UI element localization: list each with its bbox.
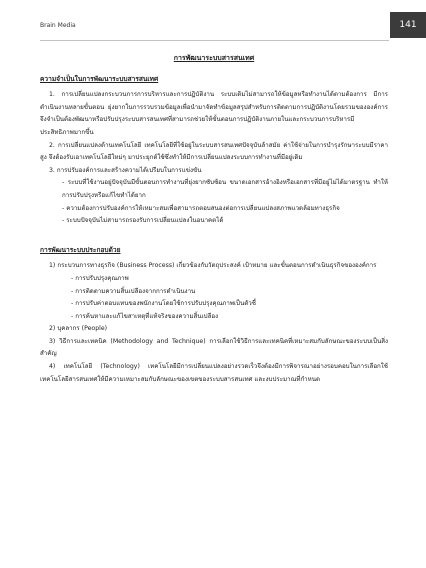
page-header <box>0 0 426 48</box>
page-number-badge <box>390 12 426 38</box>
brand-name: Brain Media <box>40 22 76 29</box>
page-number: 141 <box>399 20 417 30</box>
bullet-item-1: - ระบบที่ใช้งานอยู่ปัจจุบันมีขั้นตอนการทำงานที่ยุ่งยากซับซ้อน ขนาดเอกสารอ้างอิงหรือเอกสารที่มีอยู่ไม่ได้มาตรฐาน ทำให้การปรับปรุงหรือแก้ไขทำได้ยาก <box>62 179 388 199</box>
component-item-2: 2) บุคลากร (People) <box>49 325 108 333</box>
page-title: การพัฒนาระบบสารสนเทศ <box>173 54 255 62</box>
header-divider <box>40 40 389 41</box>
component-sub-1: - การปรับปรุงคุณภาพ <box>71 274 129 282</box>
paragraph-item-3: 3. การปรับองค์การและสร้างความได้เปรียบในการแข่งขัน <box>49 166 202 174</box>
paragraph-item-2: 2. การเปลี่ยนแปลงด้านเทคโนโลยี เทคโนโลยีที่ใช้อยู่ในระบบสารสนเทศปัจจุบันล้าสมัย ค่าใช้จ่ายในการบำรุงรักษาระบบมีราคาสูง จึงต้องรับเอาเทคโนโลยีใหม่ๆ มาประยุกต์ใช้ซึ่งทำให้มีการเปลี่ยนแปลงระบบการทำงานที่มีอยู่เดิม <box>40 141 388 162</box>
component-sub-4: - การค้นหาและแก้ไขสาเหตุที่แท้จริงของความสิ้นเปลือง <box>71 312 219 320</box>
component-item-1: 1) กระบวนการทางธุรกิจ (Business Process) เกี่ยวข้องกับวัตถุประสงค์ เป้าหมาย และขั้นตอนการดำเนินธุรกิจขององค์การ <box>49 262 377 270</box>
document-body <box>40 52 388 386</box>
component-item-3: 3) วิธีการและเทคนิค (Methodology and Technique) การเลือกใช้วิธีการและเทคนิคที่เหมาะสมกับลักษณะของระบบเป็นสิ่งสำคัญ <box>40 337 388 358</box>
section-heading-components: การพัฒนาระบบประกอบด้วย <box>40 245 121 254</box>
bullet-item-3: - ระบบปัจจุบันไม่สามารถรองรับการเปลี่ยนแปลงในอนาคตได้ <box>62 217 224 225</box>
paragraph-item-1: 1. การเปลี่ยนแปลงกระบวนการการบริหารและการปฏิบัติงาน ระบบเดิมไม่สามารถให้ข้อมูลหรือทำงานได้ตามต้องการ มีการดำเนินงานหลายขั้นตอน ยุ่งยากในการรวบรวมข้อมูลเพื่อนำมาจัดทำข้อมูลสรุปสำหรับการติดตามการปฏิบัติงานโดยรวมขององค์การ จึงจำเป็นต้องพัฒนาหรือปรับปรุงระบบสารสนเทศที่สามารถช่วยให้ขั้นตอนการปฏิบัติงานภายในและกระบวนการบริหารมีประสิทธิภาพมากขึ้น <box>40 91 388 136</box>
component-sub-3: - การปรับค่าตอบแทนของพนักงานโดยใช้การปรับปรุงคุณภาพเป็นตัวชี้ <box>71 300 256 308</box>
section-heading-necessity: ความจำเป็นในการพัฒนาระบบสารสนเทศ <box>40 74 159 83</box>
component-item-4: 4) เทคโนโลยี (Technology) เทคโนโลยีมีการเปลี่ยนแปลงอย่างรวดเร็วจึงต้องมีการพิจารณาอย่างรอบคอบในการเลือกใช้เทคโนโลยีสารสนเทศให้มีความเหมาะสมกับลักษณะของเขตของระบบสารสนเทศ และงบประมาณที่กำหนด <box>40 363 388 383</box>
component-sub-2: - การติดตามความสิ้นเปลืองจากการดำเนินงาน <box>71 287 196 295</box>
bullet-item-2: - ความต้องการปรับองค์การให้เหมาะสมเพื่อสามารถตอบสนองต่อการเปลี่ยนแปลงสภาพแวดล้อมทางธุรกิจ <box>62 204 340 212</box>
